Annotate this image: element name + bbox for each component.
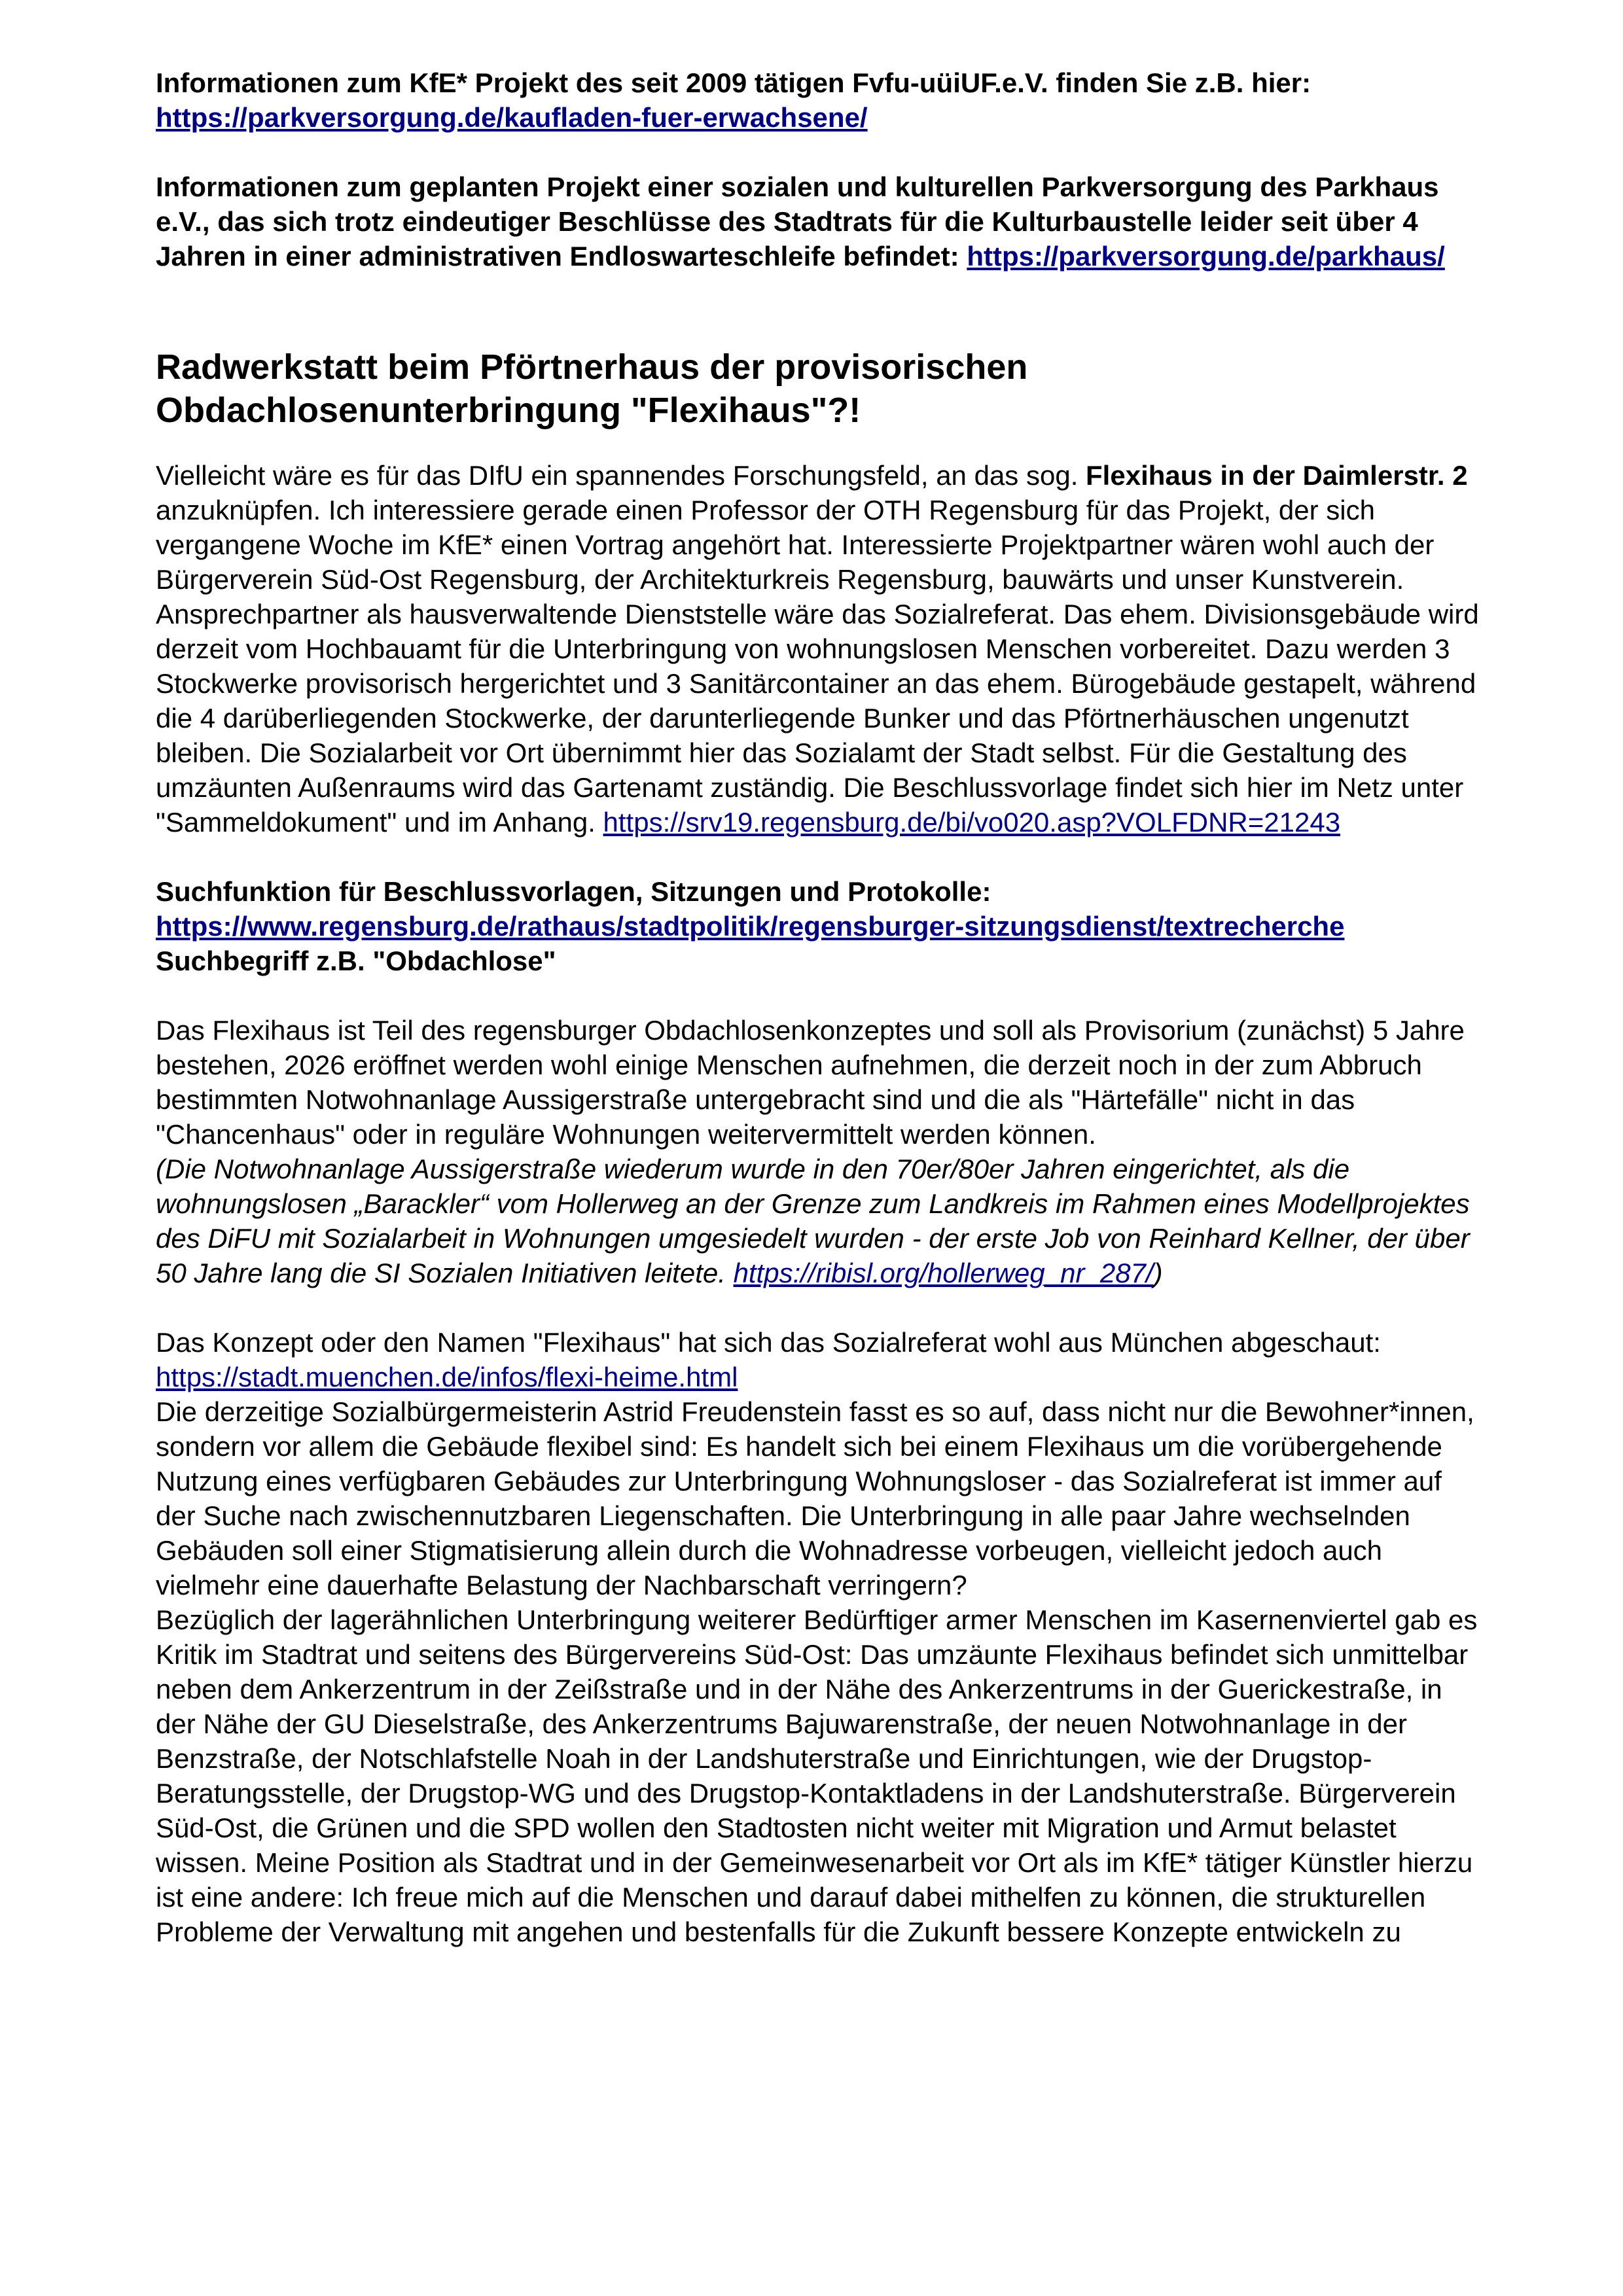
search-term-hint: Suchbegriff z.B. "Obdachlose" [156,945,556,976]
aussigerstrasse-note [156,1152,1484,1290]
spacer [156,839,1484,874]
muenchen-paragraph [156,1325,1484,1394]
spacer [156,1290,1484,1325]
paragraph-text: Das Konzept oder den Namen "Flexihaus" hat sich das Sozialreferat wohl aus München abgeschaut: [156,1327,1381,1358]
note-text: (Die Notwohnanlage Aussigerstraße wiederum wurde in den 70er/80er Jahren eingerichtet, als die wohnungslosen „Barackler“ vom Hollerweg an der Grenze zum Landkreis im Rahmen eines Modellprojektes des DiFU mit Sozialarbeit in Wohnungen umgesiedelt wurden - der erste Job von Reinhard Kellner, der über 50 Jahre lang die SI Sozialen Initiativen leitete. [156,1154,1470,1288]
paragraph-text: anzuknüpfen. Ich interessiere gerade einen Professor der OTH Regensburg für das Projekt, der sich vergangene Woche im KfE* einen Vortrag angehört hat. Interessierte Projektpartner wären wohl auch der Bürgerverein Süd-Ost Regensburg, der Architekturkreis Regensburg, bauwärts und unser Kunstverein. Ansprechpartner als hausverwaltende Dienststelle wäre das Sozialreferat. Das ehem. Divisionsgebäude wird derzeit vom Hochbauamt für die Unterbringung von wohnungslosen Menschen vorbereitet. Dazu werden 3 Stockwerke provisorisch hergerichtet und 3 Sanitärcontainer an das ehem. Bürogebäude gestapelt, während die 4 darüberliegenden Stockwerke, der darunterliegende Bunker und das Pförtnerhäuschen ungenutzt bleiben. Die Sozialarbeit vor Ort übernimmt hier das Sozialamt der Stadt selbst. Für die Gestaltung des umzäunten Außenraums wird das Gartenamt zuständig. Die Beschlussvorlage findet sich hier im Netz unter "Sammeldokument" und im Anhang. [156,495,1479,838]
spacer [156,135,1484,169]
textrecherche-link[interactable]: https://www.regensburg.de/rathaus/stadtpolitik/regensburger-sitzungsdienst/textrecherche [156,911,1345,942]
parkhaus-link[interactable]: https://parkversorgung.de/parkhaus/ [967,241,1445,272]
kaufladen-link[interactable]: https://parkversorgung.de/kaufladen-fuer-erwachsene/ [156,102,868,133]
paragraph-text: Vielleicht wäre es für das DIfU ein spannendes Forschungsfeld, an das sog. [156,460,1086,491]
intro-kfe-text: Informationen zum KfE* Projekt des seit 2009 tätigen Fvfu-uüiUF.e.V. finden Sie z.B. hier: [156,67,1311,98]
spacer [156,432,1484,458]
flexihaus-address: Flexihaus in der Daimlerstr. 2 [1086,460,1468,491]
section-heading: Radwerkstatt beim Pförtnerhaus der provisorischen Obdachlosenunterbringung "Flexihaus"?! [156,347,1028,430]
intro-paragraph-parkhaus [156,169,1484,274]
flexi-heime-link[interactable]: https://stadt.muenchen.de/infos/flexi-heime.html [156,1362,738,1392]
note-close: ) [1153,1258,1163,1288]
intro-parkhaus-text: Informationen zum geplanten Projekt einer sozialen und kulturellen Parkversorgung des Parkhaus e.V., das sich trotz eindeutiger Beschlüsse des Stadtrats für die Kulturbaustelle leider seit über 4 Jahren in einer administrativen Endloswarteschleife befindet: [156,171,1439,272]
hollerweg-link[interactable]: https://ribisl.org/hollerweg_nr_287/ [733,1258,1154,1288]
kasernenviertel-paragraph: Bezüglich der lagerähnlichen Unterbringung weiterer Bedürftiger armer Menschen im Kasernenviertel gab es Kritik im Stadtrat und seitens des Bürgervereins Süd-Ost: Das umzäunte Flexihaus befindet sich unmittelbar neben dem Ankerzentrum in der Zeißstraße und in der Nähe des Ankerzentrums in der Guerickestraße, in der Nähe der GU Dieselstraße, des Ankerzentrums Bajuwarenstraße, der neuen Notwohnanlage in der Benzstraße, der Notschlafstelle Noah in der Landshuterstraße und Einrichtungen, wie der Drugstop-Beratungsstelle, der Drugstop-WG und des Drugstop-Kontaktladens in der Landshuterstraße. Bürgerverein Süd-Ost, die Grünen und die SPD wollen den Stadtosten nicht weiter mit Migration und Armut belastet wissen. Meine Position als Stadtrat und in der Gemeinwesenarbeit vor Ort als im KfE* tätiger Künstler hierzu ist eine andere: Ich freue mich auf die Menschen und darauf dabei mithelfen zu können, die strukturellen Probleme der Verwaltung mit angehen und bestenfalls für die Zukunft bessere Konzepte entwickeln zu [156,1604,1478,1947]
intro-paragraph-kfe [156,65,1484,135]
freudenstein-paragraph: Die derzeitige Sozialbürgermeisterin Astrid Freudenstein fasst es so auf, dass nicht nur die Bewohner*innen, sondern vor allem die Gebäude flexibel sind: Es handelt sich bei einem Flexihaus um die vorübergehende Nutzung eines verfügbaren Gebäudes zur Unterbringung Wohnungsloser - das Sozialreferat ist immer auf der Suche nach zwischennutzbaren Liegenschaften. Die Unterbringung in alle paar Jahre wechselnden Gebäuden soll einer Stigmatisierung allein durch die Wohnadresse vorbeugen, vielleicht jedoch auch vielmehr eine dauerhafte Belastung der Nachbarschaft verringern? [156,1396,1474,1600]
document-page [156,65,1484,1949]
beschlussvorlage-link[interactable]: https://srv19.regensburg.de/bi/vo020.asp?VOLFDNR=21243 [603,807,1341,838]
flexihaus-intro-paragraph [156,458,1484,839]
obdachlosenkonzept-paragraph: Das Flexihaus ist Teil des regensburger Obdachlosenkonzeptes und soll als Provisorium (zunächst) 5 Jahre bestehen, 2026 eröffnet werden wohl einige Menschen aufnehmen, die derzeit noch in der zum Abbruch bestimmten Notwohnanlage Aussigerstraße untergebracht sind und die als "Härtefälle" nicht in das "Chancenhaus" oder in reguläre Wohnungen weitervermittelt werden können. [156,1015,1465,1150]
search-function-paragraph [156,874,1484,978]
spacer [156,978,1484,1013]
search-label: Suchfunktion für Beschlussvorlagen, Sitzungen und Protokolle: [156,876,991,907]
spacer [156,274,1484,345]
